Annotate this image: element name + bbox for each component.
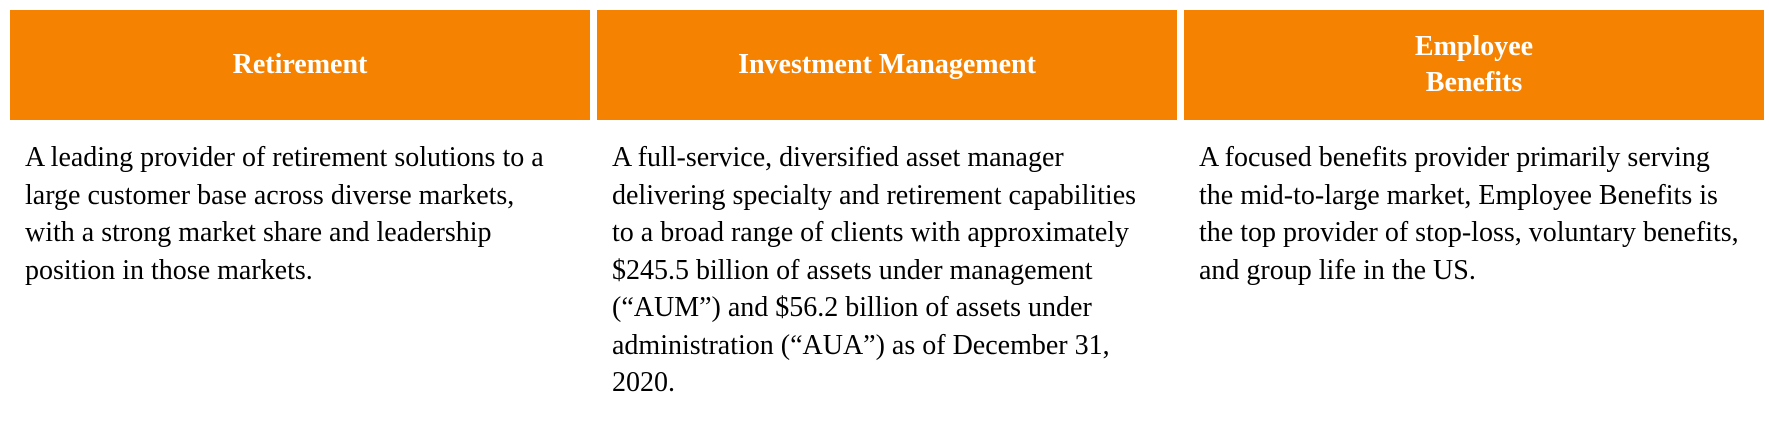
header-line: Employee (1414, 31, 1534, 62)
header-investment-management (597, 10, 1177, 120)
header-employee-benefits (1184, 10, 1764, 120)
header-line: Benefits (1425, 67, 1523, 98)
header-title-employee-benefits (1415, 29, 1533, 101)
description-retirement: A leading provider of retirement solutions to a large customer base across diverse markets, with a strong market share and leadership position in those markets. (25, 142, 544, 286)
header-retirement (10, 10, 590, 120)
header-line: Retirement (232, 49, 368, 80)
description-employee-benefits: A focused benefits provider primarily serving the mid-to-large market, Employee Benefits is the top provider of stop-loss, voluntary benefits, and group life in the US. (1199, 142, 1739, 286)
header-title-investment-management (738, 47, 1036, 83)
header-title-retirement (233, 47, 368, 83)
description-investment-management: A full-service, diversified asset manager delivering specialty and retirement capabilities to a broad range of clients with approximately $245.5 billion of assets under management (“AUM”) and $56.2 billion of assets under administration (“AUA”) as of December 31, 2020. (612, 142, 1137, 398)
header-line: Investment Management (738, 49, 1036, 80)
